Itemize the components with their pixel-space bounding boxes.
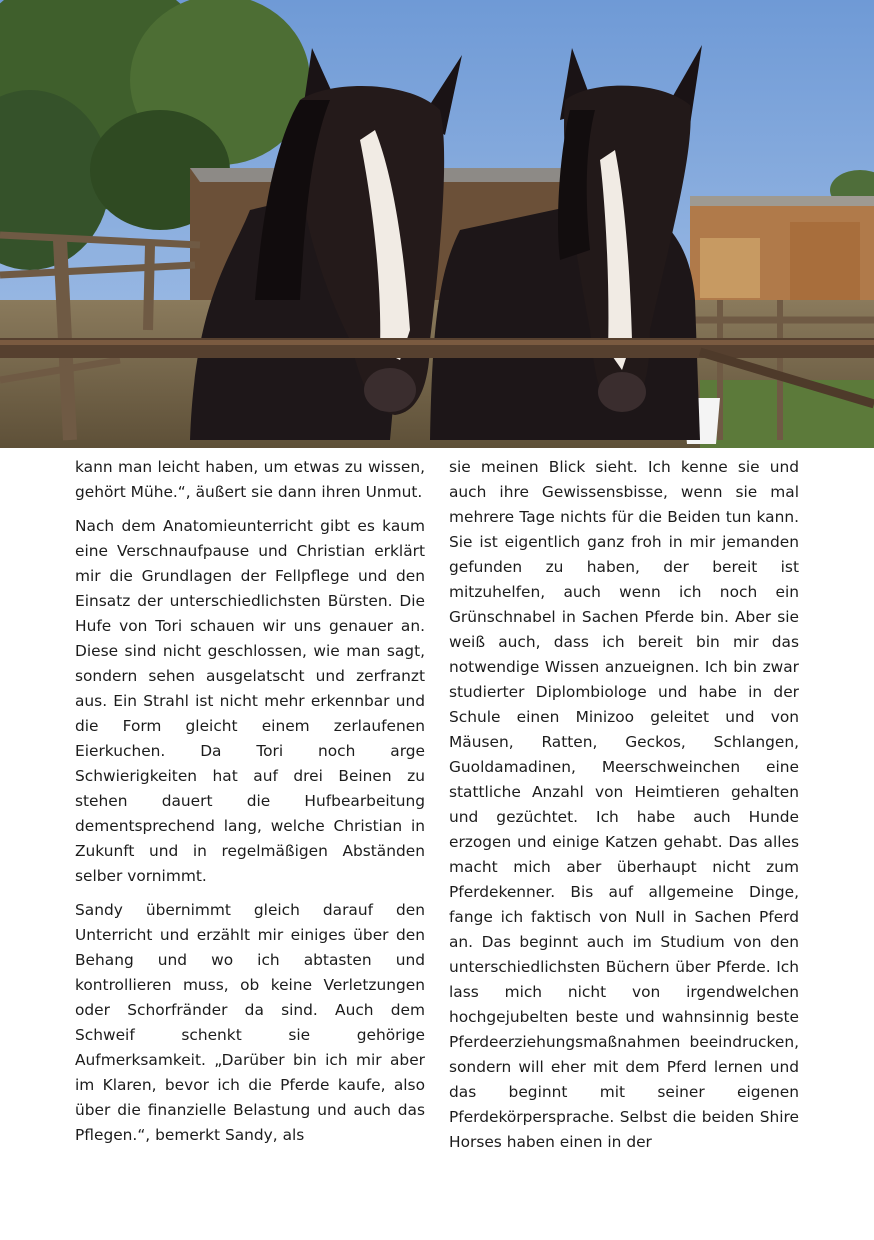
horses-photo bbox=[0, 0, 874, 448]
paragraph: Nach dem Anatomieunterricht gibt es kaum eine Verschnaufpause und Christian erklärt mir die Grundlagen der Fellpflege und den Einsatz der unterschiedlichsten Bürsten. Die Hufe von Tori schauen wir uns genauer an. Diese sind nicht geschlossen, wie man sagt, sondern sehen ausgelatscht und zerfranzt aus. Ein Strahl ist nicht mehr erkennbar und die Form gleicht einem zerlaufenen Eierkuchen. Da Tori noch arge Schwierigkeiten hat auf drei Beinen zu stehen dauert die Hufbearbeitung dementsprechend lang, welche Christian in Zukunft und in regelmäßigen Abständen selber vornimmt. bbox=[75, 517, 425, 885]
horses-photo-drawing bbox=[0, 0, 874, 448]
article-left-column bbox=[75, 455, 425, 1157]
paragraph: sie meinen Blick sieht. Ich kenne sie und auch ihre Gewissensbisse, wenn sie mal mehrere Tage nichts für die Beiden tun kann. Sie ist eigentlich ganz froh in mir jemanden gefunden zu haben, der bereit ist mitzuhelfen, auch wenn ich noch ein Grünschnabel in Sachen Pferde bin. Aber sie weiß auch, dass ich bereit bin mir das notwendige Wissen anzueignen. Ich bin zwar studierter Diplombiologe und habe in der Schule einen Minizoo geleitet und von Mäusen, Ratten, Geckos, Schlangen, Guoldamadinen, Meerschweinchen eine stattliche Anzahl von Heimtieren gehalten und gezüchtet. Ich habe auch Hunde erzogen und einige Katzen gehabt. Das alles macht mich aber überhaupt nicht zum Pferdekenner. Bis auf allgemeine Dinge, fange ich faktisch von Null in Sachen Pferd an. Das beginnt auch im Studium von den unterschiedlichsten Büchern über Pferde. Ich lass mich nicht von irgendwelchen hochgejubelten beste und wahnsinnig beste Pferdeerziehungsmaßnahmen beeindrucken, sondern will eher mit dem Pferd lernen und das beginnt mit seiner eigenen Pferdekörpersprache. Selbst die beiden Shire Horses haben einen in der bbox=[449, 458, 799, 1151]
paragraph: kann man leicht haben, um etwas zu wissen, gehört Mühe.“, äußert sie dann ihren Unmut. bbox=[75, 458, 425, 501]
article-right-column bbox=[449, 455, 799, 1155]
paragraph: Sandy übernimmt gleich darauf den Unterricht und erzählt mir einiges über den Behang und wo ich abtasten und kontrollieren muss, ob keine Verletzungen oder Schorfränder da sind. Auch dem Schweif schenkt sie gehörige Aufmerksamkeit. „Darüber bin ich mir aber im Klaren, bevor ich die Pferde kaufe, also über die finanzielle Belastung und auch das Pflegen.“, bemerkt Sandy, als bbox=[75, 901, 425, 1144]
